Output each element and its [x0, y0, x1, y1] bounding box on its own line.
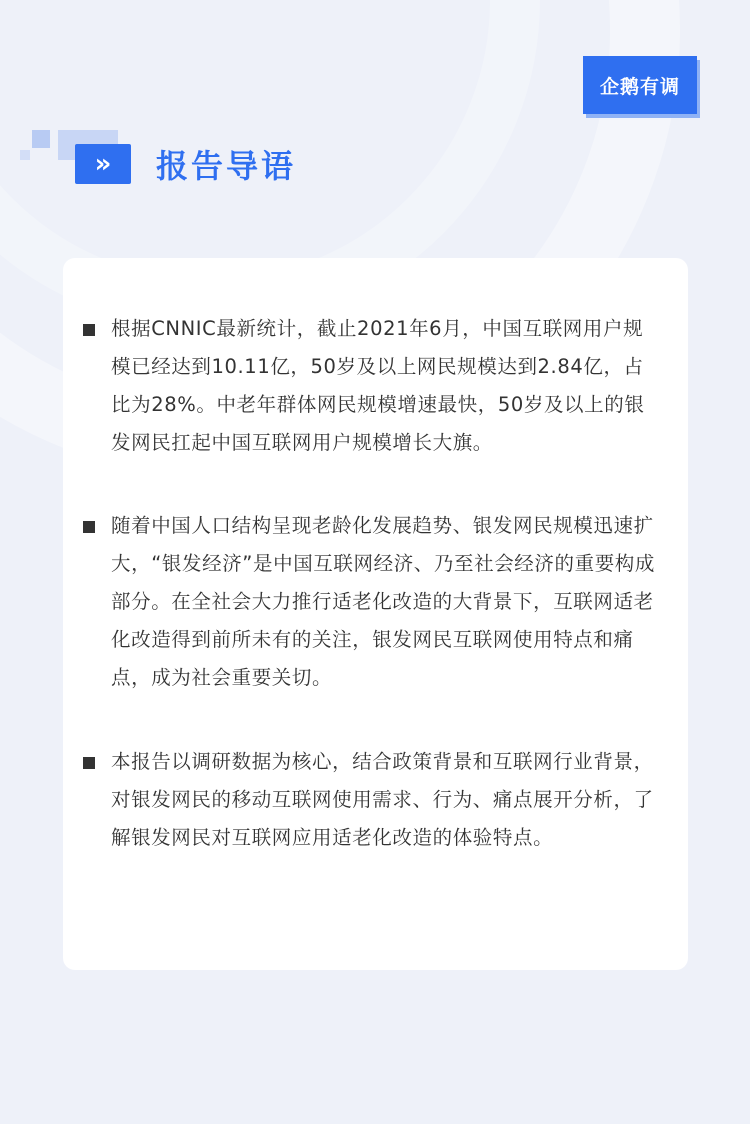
bullet-square-icon — [83, 521, 95, 533]
decorative-square — [32, 130, 50, 148]
paragraph-text: 根据CNNIC最新统计，截止2021年6月，中国互联网用户规模已经达到10.11亿，50岁及以上网民规模达到2.84亿，占比为28%。中老年群体网民规模增速最快，50岁及以上的银发网民扛起中国互联网用户规模增长大旗。 — [111, 317, 645, 454]
paragraph-text: 随着中国人口结构呈现老龄化发展趋势、银发网民规模迅速扩大，“银发经济”是中国互联网经济、乃至社会经济的重要构成部分。在全社会大力推行适老化改造的大背景下，互联网适老化改造得到前所未有的关注，银发网民互联网使用特点和痛点，成为社会重要关切。 — [111, 514, 656, 689]
section-heading — [20, 128, 340, 208]
list-item — [83, 743, 663, 857]
paragraph-text: 本报告以调研数据为核心，结合政策背景和互联网行业背景，对银发网民的移动互联网使用需求、行为、痛点展开分析，了解银发网民对互联网应用适老化改造的体验特点。 — [111, 750, 654, 849]
list-item — [83, 310, 663, 462]
intro-card — [63, 258, 688, 970]
bullet-square-icon — [83, 757, 95, 769]
double-chevron-right-icon: » — [75, 144, 131, 184]
bullet-square-icon — [83, 324, 95, 336]
brand-badge: 企鹅有调 — [583, 56, 697, 114]
decorative-square — [20, 150, 30, 160]
list-item — [83, 507, 663, 697]
page-title: 报告导语 — [156, 147, 297, 185]
